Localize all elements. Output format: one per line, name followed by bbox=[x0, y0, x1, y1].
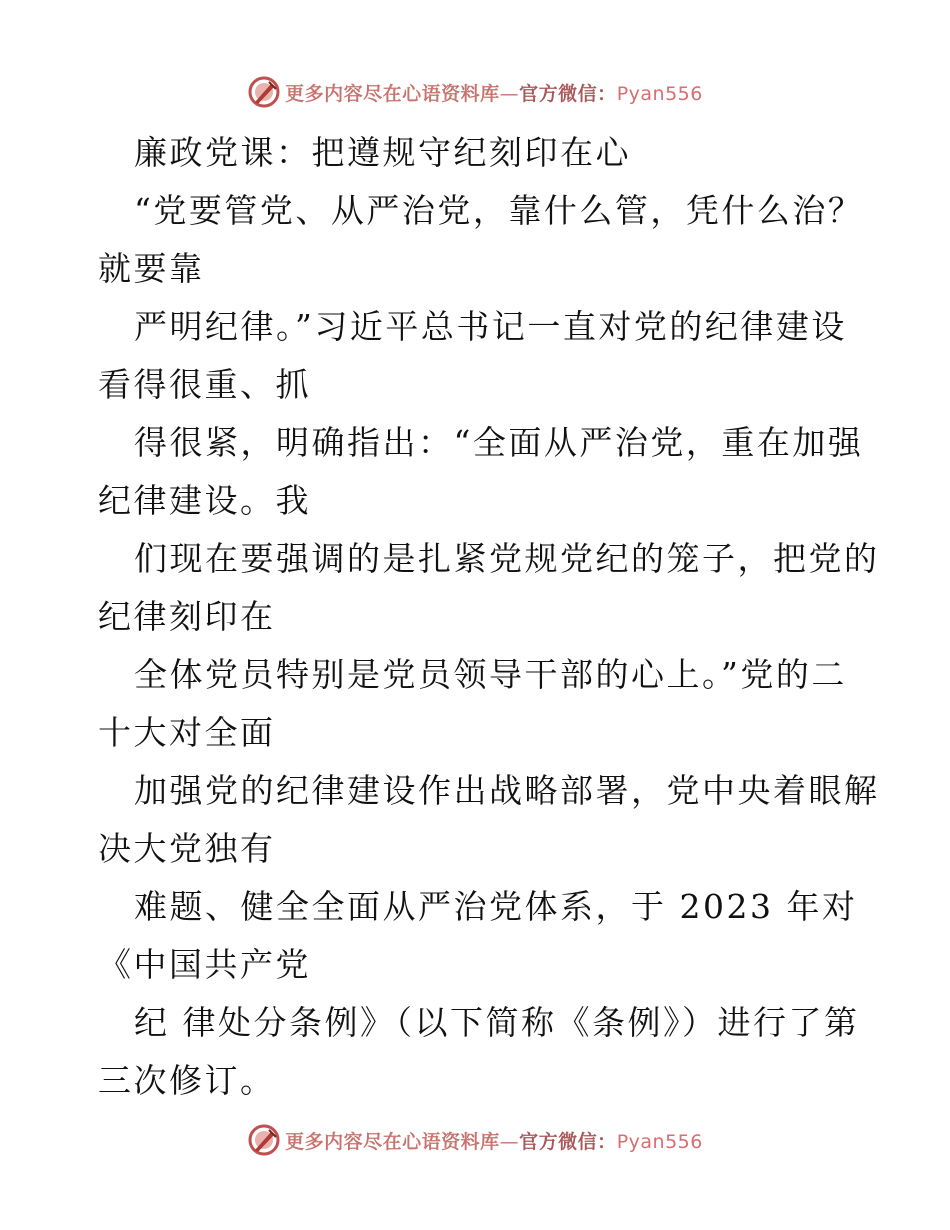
paragraph-line: 严明纪律。”习近平总书记一直对党的纪律建设 bbox=[134, 307, 847, 346]
paragraph-line: 就要靠 bbox=[98, 249, 205, 288]
document-body bbox=[98, 124, 880, 1110]
quill-circle-icon bbox=[247, 75, 281, 109]
paragraph-line: “党要管党、从严治党，靠什么管，凭什么治？ bbox=[134, 191, 864, 230]
paragraph-line: 难题、健全全面从严治党体系，于 2023 年对 bbox=[134, 887, 858, 926]
quill-circle-icon bbox=[247, 1123, 281, 1157]
footer-watermark bbox=[0, 1120, 950, 1160]
watermark-wechat-id: Pyan556 bbox=[616, 82, 703, 105]
watermark-text bbox=[285, 1127, 703, 1154]
watermark-brand: 更多内容尽在心语资料库 bbox=[285, 1130, 500, 1153]
paragraph-line: 纪 律处分条例》（以下简称《条例》）进行了第 bbox=[134, 1003, 860, 1042]
paragraph-line: 纪律刻印在 bbox=[98, 597, 276, 636]
paragraph-line: 看得很重、抓 bbox=[98, 365, 311, 404]
document-title: 廉政党课：把遵规守纪刻印在心 bbox=[134, 133, 631, 172]
watermark-inner bbox=[247, 1123, 703, 1157]
header-watermark bbox=[0, 72, 950, 112]
watermark-separator: — bbox=[499, 1130, 520, 1153]
watermark-wechat-label: 官方微信： bbox=[519, 82, 617, 105]
paragraph-line: 们现在要强调的是扎紧党规党纪的笼子，把党的 bbox=[134, 539, 880, 578]
paragraph-line: 全体党员特别是党员领导干部的心上。”党的二 bbox=[134, 655, 847, 694]
paragraph-line: 加强党的纪律建设作出战略部署，党中央着眼解 bbox=[134, 771, 880, 810]
watermark-inner bbox=[247, 75, 703, 109]
paragraph-line: 十大对全面 bbox=[98, 713, 276, 752]
watermark-separator: — bbox=[499, 82, 520, 105]
paragraph-line: 三次修订。 bbox=[98, 1061, 276, 1100]
watermark-wechat-label: 官方微信： bbox=[519, 1130, 617, 1153]
watermark-wechat-id: Pyan556 bbox=[616, 1130, 703, 1153]
paragraph-line: 《中国共产党 bbox=[98, 945, 311, 984]
watermark-text bbox=[285, 79, 703, 106]
paragraph-line: 得很紧，明确指出：“全面从严治党，重在加强 bbox=[134, 423, 864, 462]
paragraph-line: 决大党独有 bbox=[98, 829, 276, 868]
paragraph-line: 纪律建设。我 bbox=[98, 481, 311, 520]
watermark-brand: 更多内容尽在心语资料库 bbox=[285, 82, 500, 105]
